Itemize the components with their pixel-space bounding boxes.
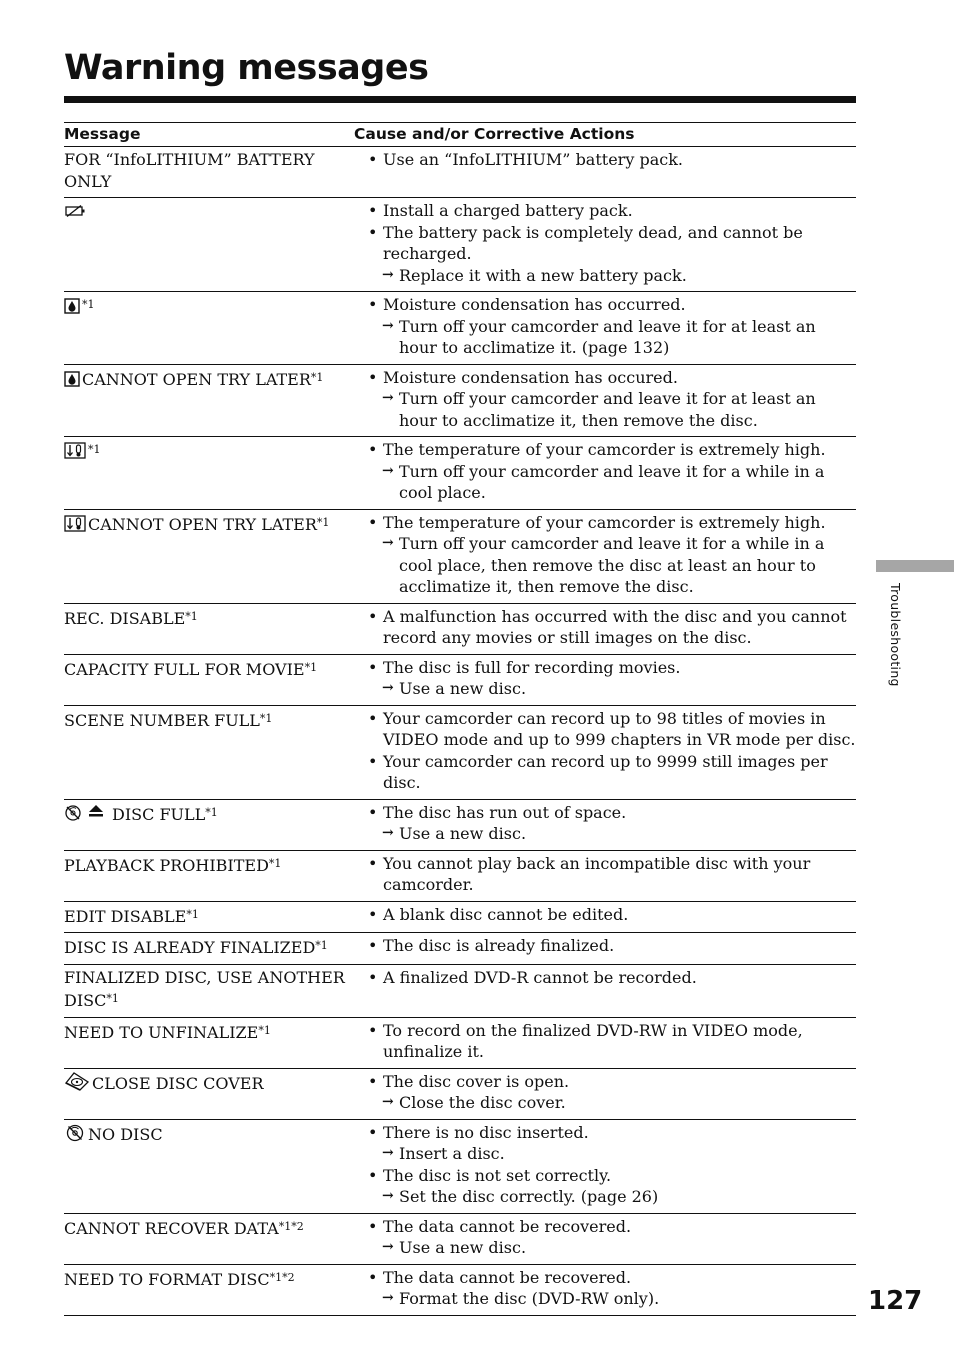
footnote-marker: *1	[258, 1023, 271, 1037]
action-list	[354, 1071, 856, 1114]
message-cell	[64, 705, 354, 799]
table-row	[64, 654, 856, 705]
corrective-action: → Turn off your camcorder and leave it for at least an hour to acclimatize it, then remove the disc.	[354, 388, 856, 431]
header-cause: Cause and/or Corrective Actions	[354, 123, 856, 147]
action-list	[354, 512, 856, 598]
corrective-action: → Close the disc cover.	[354, 1092, 856, 1114]
message-text: CLOSE DISC COVER	[92, 1073, 264, 1093]
corrective-action: → Turn off your camcorder and leave it for a while in a cool place.	[354, 461, 856, 504]
actions-cell	[354, 933, 856, 965]
warning-messages-table	[64, 122, 856, 1316]
message-cell	[64, 292, 354, 365]
footnote-marker: *1	[316, 515, 330, 529]
message-text: PLAYBACK PROHIBITED	[64, 855, 269, 875]
actions-cell	[354, 292, 856, 365]
no-disc-icon	[64, 1122, 86, 1142]
action-list	[354, 708, 856, 794]
message-cell	[64, 437, 354, 510]
footnote-marker: *1	[304, 660, 318, 674]
actions-cell	[354, 901, 856, 933]
footnote-marker: *1	[315, 939, 328, 952]
cause-item: • The temperature of your camcorder is extremely high.	[354, 439, 856, 461]
corrective-action: → Use a new disc.	[354, 1237, 856, 1259]
message-cell	[64, 509, 354, 603]
cause-item: • The disc is full for recording movies.	[354, 657, 856, 679]
message-cell	[64, 1264, 354, 1315]
message-cell	[64, 933, 354, 965]
message-text: EDIT DISABLE	[64, 906, 187, 926]
message-text: NEED TO UNFINALIZE	[64, 1022, 259, 1042]
table-row	[64, 850, 856, 901]
cause-item: • Install a charged battery pack.	[354, 200, 856, 222]
corrective-action: → Use a new disc.	[354, 678, 856, 700]
section-label: Troubleshooting	[888, 583, 903, 687]
footnote-marker: *1	[268, 856, 282, 870]
action-list	[354, 935, 856, 957]
message-text: DISC FULL	[112, 804, 206, 824]
cause-item: • The disc is not set correctly.	[354, 1165, 856, 1187]
action-list	[354, 1216, 856, 1259]
message-cell	[64, 603, 354, 654]
table-row	[64, 603, 856, 654]
corrective-action: → Replace it with a new battery pack.	[354, 265, 856, 287]
cause-item: • The data cannot be recovered.	[354, 1267, 856, 1289]
actions-cell	[354, 364, 856, 437]
action-list	[354, 149, 856, 171]
cause-item: • The temperature of your camcorder is extremely high.	[354, 512, 856, 534]
message-text: CAPACITY FULL FOR MOVIE	[64, 659, 305, 679]
message-cell	[64, 901, 354, 933]
cause-item: • The battery pack is completely dead, and cannot be recharged.	[354, 222, 856, 265]
action-list	[354, 1020, 856, 1063]
moisture-icon	[64, 371, 80, 387]
corrective-action: → Turn off your camcorder and leave it for at least an hour to acclimatize it. (page 132)	[354, 316, 856, 359]
header-message: Message	[64, 123, 354, 147]
table-row	[64, 901, 856, 933]
cause-item: • The disc cover is open.	[354, 1071, 856, 1093]
actions-cell	[354, 799, 856, 850]
message-text: REC. DISABLE	[64, 608, 186, 628]
action-list	[354, 853, 856, 896]
message-cell	[64, 147, 354, 198]
message-text: NEED TO FORMAT DISC	[64, 1269, 270, 1289]
corrective-action: → Set the disc correctly. (page 26)	[354, 1186, 856, 1208]
table-row	[64, 1213, 856, 1264]
cause-item: • A finalized DVD-R cannot be recorded.	[354, 967, 856, 989]
table-row	[64, 147, 856, 198]
table-row	[64, 705, 856, 799]
actions-cell	[354, 1017, 856, 1068]
actions-cell	[354, 1264, 856, 1315]
cause-item: • There is no disc inserted.	[354, 1122, 856, 1144]
message-cell	[64, 1068, 354, 1119]
action-list	[354, 1267, 856, 1310]
table-row	[64, 799, 856, 850]
disc-cover-icon	[64, 1071, 90, 1091]
table-row	[64, 509, 856, 603]
cause-item: • You cannot play back an incompatible disc with your camcorder.	[354, 853, 856, 896]
table-row	[64, 364, 856, 437]
table-row	[64, 292, 856, 365]
table-row	[64, 1264, 856, 1315]
message-text: NO DISC	[88, 1124, 163, 1144]
cause-item: • To record on the finalized DVD-RW in VIDEO mode, unfinalize it.	[354, 1020, 856, 1063]
action-list	[354, 439, 856, 504]
actions-cell	[354, 1213, 856, 1264]
page-title: Warning messages	[64, 48, 429, 88]
action-list	[354, 294, 856, 359]
message-cell	[64, 1119, 354, 1213]
cause-item: • A blank disc cannot be edited.	[354, 904, 856, 926]
message-text: FINALIZED DISC, USE ANOTHER DISC	[64, 967, 345, 1010]
footnote-marker: *1	[88, 443, 101, 456]
action-list	[354, 200, 856, 286]
action-list	[354, 802, 856, 845]
cause-item: • Your camcorder can record up to 9999 still images per disc.	[354, 751, 856, 794]
footnote-marker: *1	[82, 298, 95, 311]
message-text: CANNOT OPEN TRY LATER	[88, 514, 317, 534]
footnote-marker: *1	[185, 609, 198, 623]
message-text: FOR “InfoLITHIUM” BATTERY ONLY	[64, 150, 315, 191]
table-row	[64, 198, 856, 292]
message-text: CANNOT OPEN TRY LATER	[82, 369, 311, 389]
temperature-icon	[64, 514, 86, 532]
actions-cell	[354, 509, 856, 603]
table-row	[64, 964, 856, 1017]
actions-cell	[354, 1119, 856, 1213]
cause-item: • Moisture condensation has occurred.	[354, 294, 856, 316]
temperature-icon	[64, 441, 86, 459]
actions-cell	[354, 437, 856, 510]
cause-item: • The disc has run out of space.	[354, 802, 856, 824]
action-list	[354, 967, 856, 989]
footnote-marker: *1*2	[278, 1219, 304, 1233]
footnote-marker: *1*2	[269, 1270, 295, 1284]
action-list	[354, 657, 856, 700]
cause-item: • The data cannot be recovered.	[354, 1216, 856, 1238]
action-list	[354, 606, 856, 649]
actions-cell	[354, 147, 856, 198]
footnote-marker: *1	[186, 907, 199, 921]
actions-cell	[354, 1068, 856, 1119]
message-cell	[64, 1017, 354, 1068]
actions-cell	[354, 654, 856, 705]
corrective-action: → Use a new disc.	[354, 823, 856, 845]
cause-item: • Your camcorder can record up to 98 titles of movies in VIDEO mode and up to 999 chapters in VR mode per disc.	[354, 708, 856, 751]
table-row	[64, 933, 856, 965]
message-cell	[64, 364, 354, 437]
corrective-action: → Insert a disc.	[354, 1143, 856, 1165]
message-cell	[64, 654, 354, 705]
table-row	[64, 1017, 856, 1068]
footnote-marker: *1	[205, 805, 218, 819]
action-list	[354, 904, 856, 926]
message-text: CANNOT RECOVER DATA	[64, 1218, 279, 1238]
cause-item: • Moisture condensation has occured.	[354, 367, 856, 389]
actions-cell	[354, 964, 856, 1017]
actions-cell	[354, 198, 856, 292]
action-list	[354, 367, 856, 432]
message-cell	[64, 850, 354, 901]
footnote-marker: *1	[106, 992, 119, 1005]
message-text: SCENE NUMBER FULL	[64, 710, 260, 730]
section-tab-bar	[876, 560, 954, 572]
cause-item: • The disc is already finalized.	[354, 935, 856, 957]
table-header-row	[64, 123, 856, 147]
table-row	[64, 1119, 856, 1213]
action-list	[354, 1122, 856, 1208]
table-row	[64, 437, 856, 510]
message-text: DISC IS ALREADY FINALIZED	[64, 938, 316, 957]
actions-cell	[354, 850, 856, 901]
corrective-action: → Turn off your camcorder and leave it for a while in a cool place, then remove the disc at least an hour to acclimatize it, then remove the disc.	[354, 533, 856, 598]
message-cell	[64, 799, 354, 850]
message-cell	[64, 964, 354, 1017]
moisture-icon	[64, 298, 80, 314]
footnote-marker: *1	[310, 370, 324, 384]
page-number: 127	[868, 1286, 923, 1316]
battery-empty-icon	[64, 204, 86, 218]
table-row	[64, 1068, 856, 1119]
cause-item: • A malfunction has occurred with the disc and you cannot record any movies or still images on the disc.	[354, 606, 856, 649]
disc-eject-icon	[64, 802, 110, 822]
corrective-action: → Format the disc (DVD-RW only).	[354, 1288, 856, 1310]
message-cell	[64, 1213, 354, 1264]
cause-item: • Use an “InfoLITHIUM” battery pack.	[354, 149, 856, 171]
actions-cell	[354, 603, 856, 654]
footnote-marker: *1	[259, 711, 273, 725]
message-cell	[64, 198, 354, 292]
title-rule	[64, 96, 856, 103]
actions-cell	[354, 705, 856, 799]
